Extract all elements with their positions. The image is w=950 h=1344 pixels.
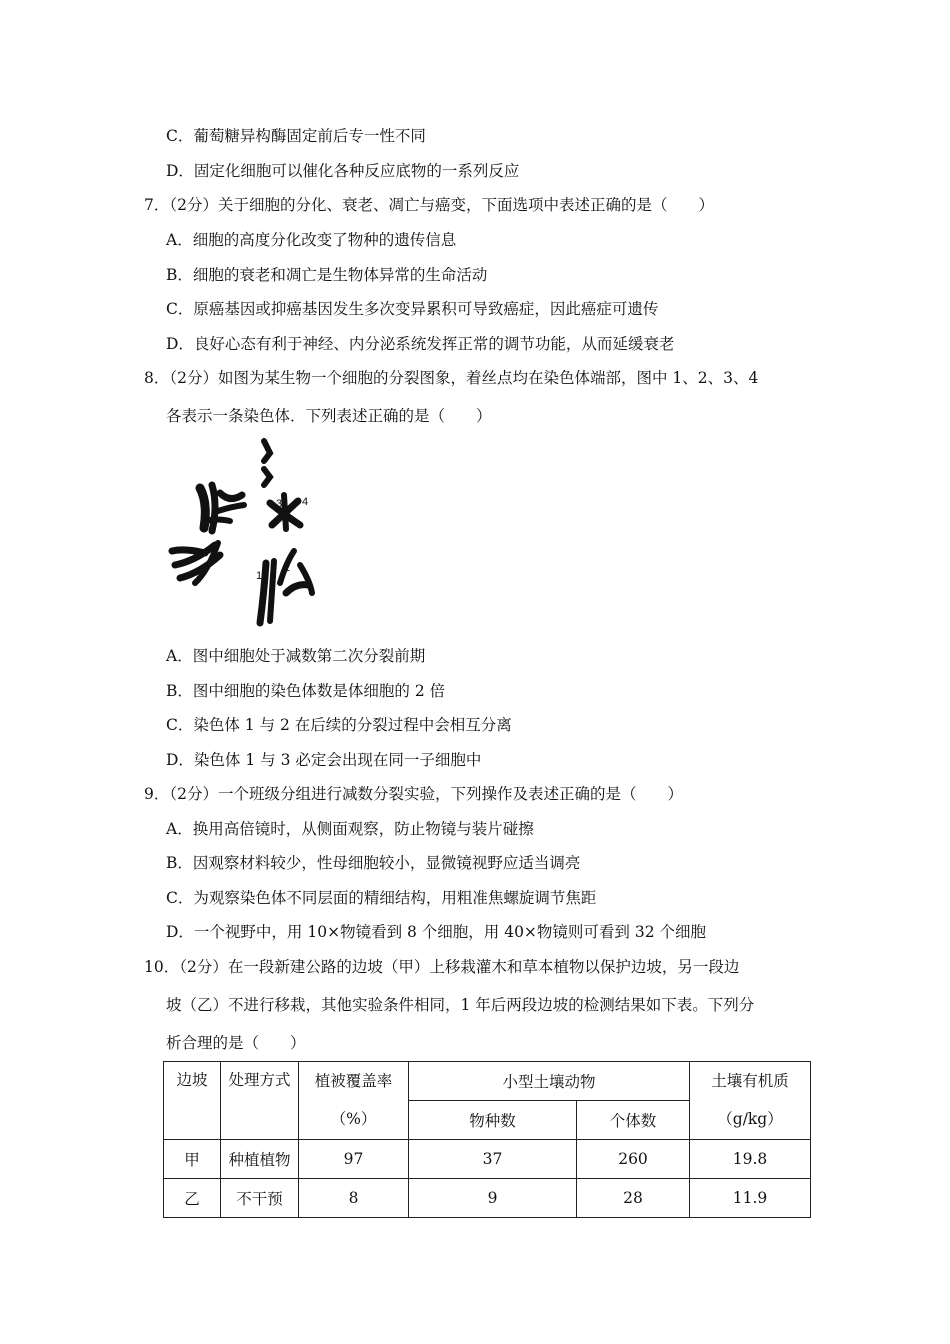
header-soil-animals: 小型土壤动物 [409, 1062, 690, 1101]
header-method: 处理方式 [221, 1062, 299, 1140]
cell-slope: 甲 [164, 1140, 221, 1179]
cell-cover: 8 [299, 1179, 409, 1218]
cell-individuals: 28 [577, 1179, 690, 1218]
cell-species: 37 [409, 1140, 577, 1179]
header-cover-label: 植被覆盖率 [314, 1072, 393, 1090]
question-8: 8．（2分）如图为某生物一个细胞的分裂图象，着丝点均在染色体端部，图中 1、2、3、4 [144, 369, 759, 387]
option-6d: D．固定化细胞可以催化各种反应底物的一系列反应 [166, 162, 520, 180]
question-9: 9．（2分）一个班级分组进行减数分裂实验，下列操作及表述正确的是（ ） [144, 785, 683, 803]
option-9b: B．因观察材料较少，性母细胞较小，显微镜视野应适当调亮 [166, 854, 581, 872]
option-7d: D．良好心态有利于神经、内分泌系统发挥正常的调节功能，从而延缓衰老 [166, 335, 675, 353]
header-slope: 边坡 [164, 1062, 221, 1140]
option-8a: A．图中细胞处于减数第二次分裂前期 [166, 647, 426, 665]
question-7: 7．（2分）关于细胞的分化、衰老、凋亡与癌变，下面选项中表述正确的是（ ） [144, 196, 714, 214]
option-9c: C．为观察染色体不同层面的精细结构，用粗准焦螺旋调节焦距 [166, 889, 597, 907]
option-8c: C．染色体 1 与 2 在后续的分裂过程中会相互分离 [166, 716, 512, 734]
option-9a: A．换用高倍镜时，从侧面观察，防止物镜与装片碰擦 [166, 820, 534, 838]
question-10: 10．（2分）在一段新建公路的边坡（甲）上移栽灌木和草本植物以保护边坡，另一段边 [144, 958, 740, 976]
question-10-cont-1: 坡（乙）不进行移栽，其他实验条件相同，1 年后两段边坡的检测结果如下表。下列分 [166, 996, 755, 1014]
question-8-cont: 各表示一条染色体．下列表述正确的是（ ） [166, 407, 492, 425]
table-row [164, 1140, 811, 1179]
cell-individuals: 260 [577, 1140, 690, 1179]
cell-slope: 乙 [164, 1179, 221, 1218]
option-7a: A．细胞的高度分化改变了物种的遗传信息 [166, 231, 457, 249]
slope-results-table [163, 1061, 811, 1218]
cell-method: 种植植物 [221, 1140, 299, 1179]
question-10-cont-2: 析合理的是（ ） [166, 1034, 306, 1052]
option-7b: B．细胞的衰老和凋亡是生物体异常的生命活动 [166, 266, 488, 284]
header-species: 物种数 [409, 1101, 577, 1140]
header-cover-unit: （%） [330, 1110, 377, 1128]
chromosome-label-1: 1 [256, 570, 263, 582]
header-cover [299, 1062, 409, 1140]
table-row [164, 1179, 811, 1218]
chromosome-label-4: 4 [302, 496, 309, 508]
cell-organic: 11.9 [690, 1179, 811, 1218]
option-9d: D．一个视野中，用 10×物镜看到 8 个细胞，用 40×物镜则可看到 32 个细胞 [166, 923, 706, 941]
cell-organic: 19.8 [690, 1140, 811, 1179]
header-individuals: 个体数 [577, 1101, 690, 1140]
chromosome-label-3: 3 [276, 498, 283, 510]
header-organic [690, 1062, 811, 1140]
option-6c: C．葡萄糖异构酶固定前后专一性不同 [166, 127, 426, 145]
header-organic-label: 土壤有机质 [711, 1072, 789, 1090]
cell-species: 9 [409, 1179, 577, 1218]
chromosome-label-2: 2 [284, 562, 291, 574]
option-8d: D．染色体 1 与 3 必定会出现在同一子细胞中 [166, 751, 482, 769]
option-7c: C．原癌基因或抑癌基因发生多次变异累积可导致癌症，因此癌症可遗传 [166, 300, 659, 318]
header-organic-unit: （g/kg） [717, 1110, 783, 1128]
cell-method: 不干预 [221, 1179, 299, 1218]
option-8b: B．图中细胞的染色体数是体细胞的 2 倍 [166, 682, 446, 700]
cell-division-figure [160, 433, 330, 628]
cell-cover: 97 [299, 1140, 409, 1179]
